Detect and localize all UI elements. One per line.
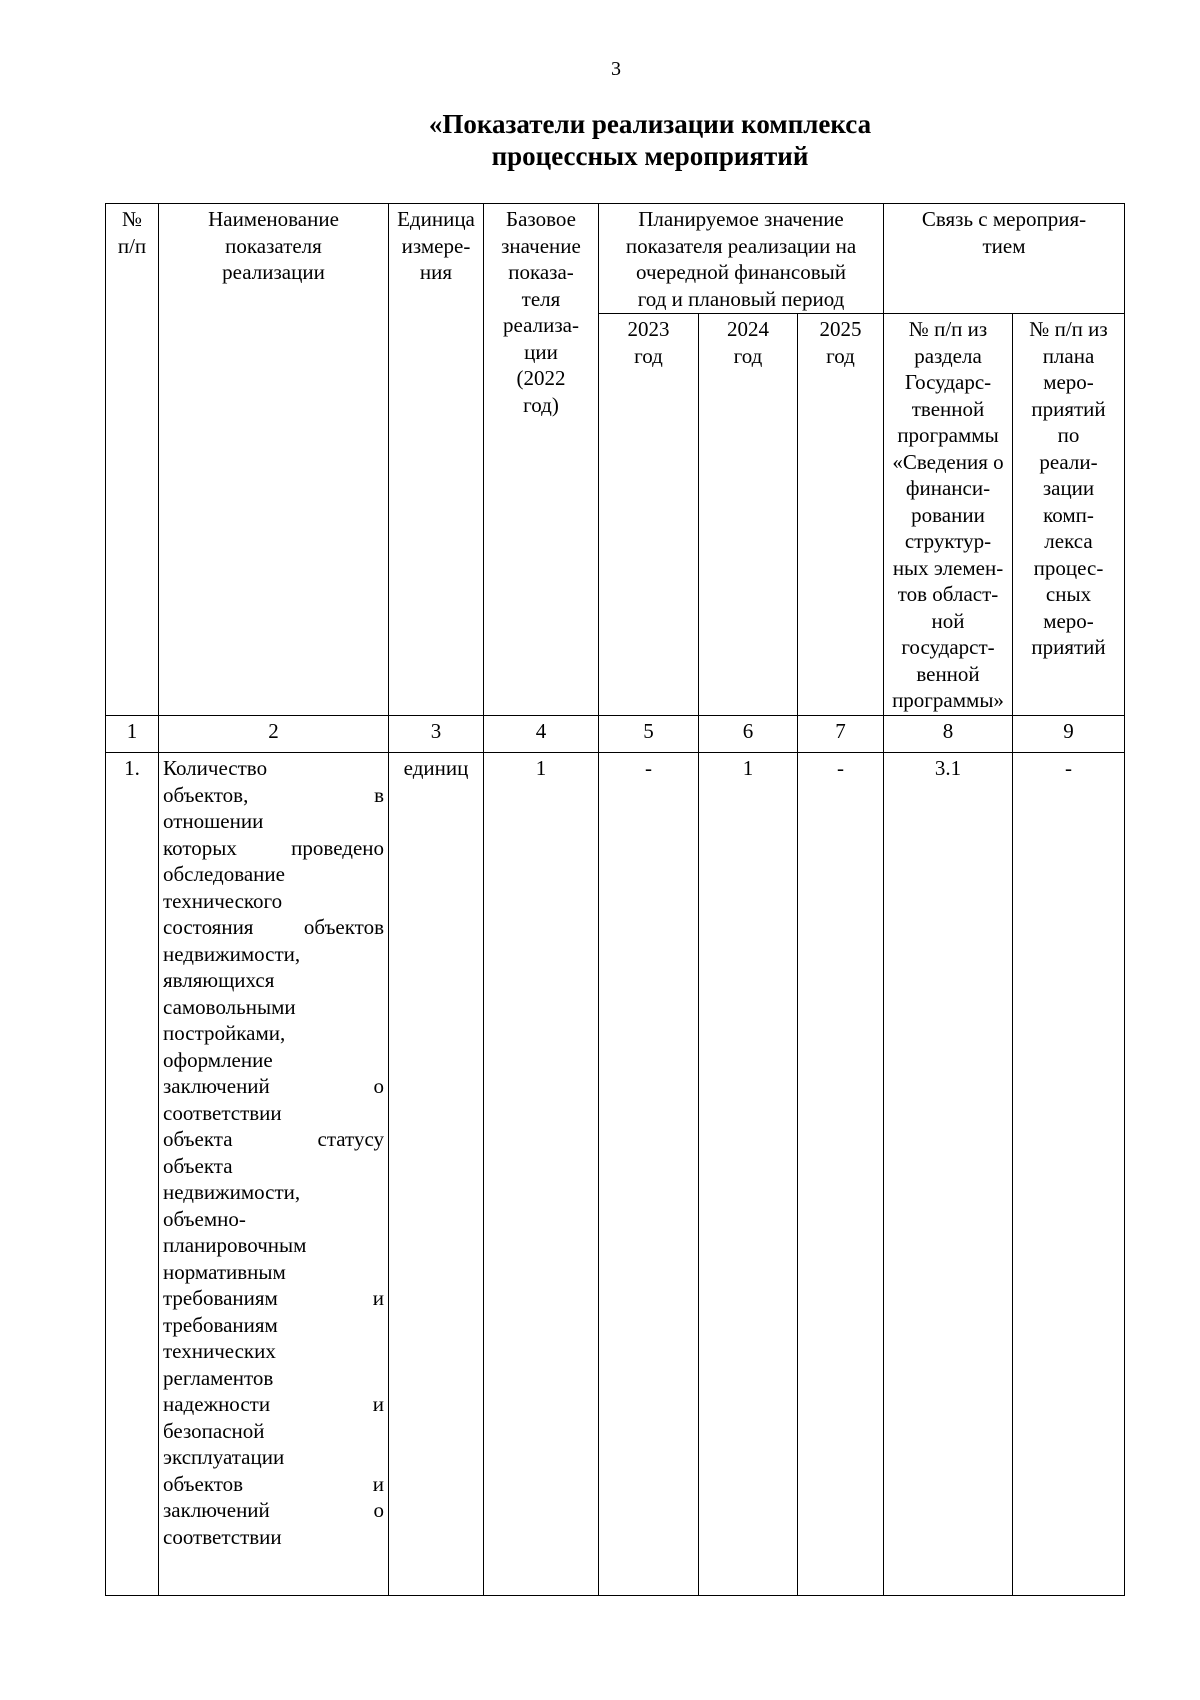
value-2024: 1 xyxy=(699,753,798,1596)
indicator-name-line: обследование xyxy=(163,862,285,886)
indicator-name-line: требованиям xyxy=(163,1312,278,1337)
column-number: 7 xyxy=(798,716,884,753)
header-number: № п/п xyxy=(106,204,159,716)
indicator-name-line: планировочным xyxy=(163,1233,307,1257)
indicator-name-line: безопасной xyxy=(163,1418,265,1443)
indicators-table xyxy=(105,203,1125,1596)
column-number: 9 xyxy=(1013,716,1125,753)
column-number: 4 xyxy=(484,716,599,753)
indicator-name-line: недвижимости, xyxy=(163,1180,301,1204)
header-link-to-activity: Связь с мероприя- тием xyxy=(884,204,1125,314)
title-line-2: процессных мероприятий xyxy=(491,141,809,171)
indicator-name-line: которых проведено xyxy=(163,835,384,860)
base-value: 1 xyxy=(484,753,599,1596)
header-indicator-name: Наименование показателя реализации xyxy=(159,204,389,716)
page-number: 3 xyxy=(611,58,621,80)
header-base-value: Базовое значение показа- теля реализа- ции (2022 год) xyxy=(484,204,599,716)
value-2025: - xyxy=(798,753,884,1596)
indicator-name-line: объектов, в xyxy=(163,782,384,807)
indicator-name-line: являющихся xyxy=(163,968,275,992)
indicator-name-line: объектов и xyxy=(163,1471,384,1496)
indicator-name-line: постройками, xyxy=(163,1021,286,1045)
header-year-2023: 2023 год xyxy=(599,314,699,716)
indicator-name-line: отношении xyxy=(163,809,264,833)
indicator-name-line: объемно- xyxy=(163,1206,246,1231)
indicator-name-line: самовольными xyxy=(163,994,296,1019)
column-number: 5 xyxy=(599,716,699,753)
header-year-2025: 2025 год xyxy=(798,314,884,716)
table-row xyxy=(106,753,1125,1596)
program-section-ref: 3.1 xyxy=(884,753,1013,1596)
indicator-name-line: оформление xyxy=(163,1047,273,1072)
indicator-name-line: заключений о xyxy=(163,1498,384,1522)
indicator-name-line: Количество xyxy=(163,756,268,780)
header-year-2024: 2024 год xyxy=(699,314,798,716)
indicator-name-line: эксплуатации xyxy=(163,1445,285,1469)
plan-ref: - xyxy=(1013,753,1125,1596)
page-title xyxy=(300,108,1000,172)
indicator-name-line: требованиям и xyxy=(163,1286,384,1310)
indicator-name-line: заключений о xyxy=(163,1074,384,1098)
title-line-1: «Показатели реализации комплекса xyxy=(428,109,872,139)
indicator-name-line: соответствии xyxy=(163,1524,282,1549)
column-number: 1 xyxy=(106,716,159,753)
indicator-name-line: регламентов xyxy=(163,1365,274,1390)
column-number: 2 xyxy=(159,716,389,753)
column-number: 6 xyxy=(699,716,798,753)
column-number: 8 xyxy=(884,716,1013,753)
header-plan-number: № п/п из плана меро- приятий по реали- зации комп- лекса процес- сных меро- приятий xyxy=(1013,314,1125,716)
header-planned-value: Планируемое значение показателя реализации на очередной финансовый год и плановый период xyxy=(599,204,884,314)
header-unit: Единица измере- ния xyxy=(389,204,484,716)
indicator-name-line: объекта статусу xyxy=(163,1127,384,1151)
row-number: 1. xyxy=(106,753,159,1596)
indicator-name-line: состояния объектов xyxy=(163,915,384,939)
unit-value: единиц xyxy=(389,753,484,1596)
indicator-name-line: технических xyxy=(163,1339,276,1363)
indicator-name xyxy=(159,753,389,1596)
indicator-name-line: надежности и xyxy=(163,1392,384,1416)
indicator-name-line: нормативным xyxy=(163,1259,286,1284)
indicator-name-line: технического xyxy=(163,888,283,913)
header-program-section-number: № п/п из раздела Государс- твенной программы «Сведения о финанси- ровании структур- ных элемен- тов област- ной государст- венной программы» xyxy=(884,314,1013,716)
indicator-name-line: соответствии xyxy=(163,1100,282,1125)
indicator-name-line: недвижимости, xyxy=(163,941,301,966)
column-number: 3 xyxy=(389,716,484,753)
value-2023: - xyxy=(599,753,699,1596)
indicator-name-line: объекта xyxy=(163,1153,233,1178)
